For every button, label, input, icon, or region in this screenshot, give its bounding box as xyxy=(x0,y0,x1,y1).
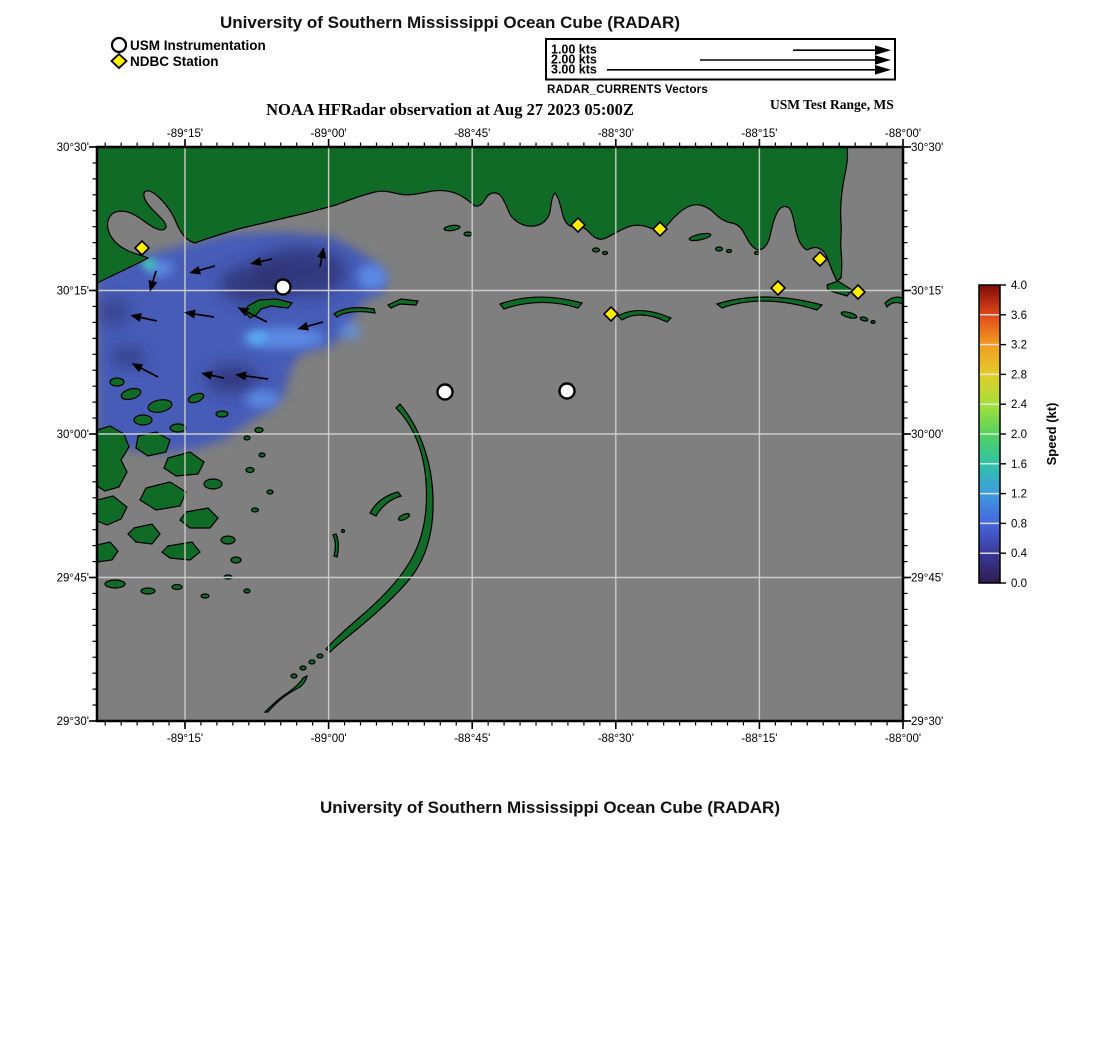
tick-label: 30°30' xyxy=(56,142,89,154)
tick-label: -88°30' xyxy=(597,128,634,140)
usm-circle-icon xyxy=(112,38,126,52)
tick-label: -88°30' xyxy=(597,733,634,745)
page-title: University of Southern Mississippi Ocean Cube (RADAR) xyxy=(219,13,680,32)
tick-label: 29°30' xyxy=(56,716,89,728)
colorbar-tick-label: 0.0 xyxy=(1011,578,1027,590)
usm-station-marker xyxy=(560,384,575,399)
usm-station-marker xyxy=(276,280,291,295)
colorbar-tick-label: 0.4 xyxy=(1011,548,1027,561)
range-label: USM Test Range, MS xyxy=(770,97,894,112)
tick-label: 30°15' xyxy=(911,285,944,298)
ndbc-diamond-icon xyxy=(112,54,127,68)
vector-scale-box xyxy=(546,39,895,80)
colorbar-tick-label: 2.0 xyxy=(1011,429,1027,441)
colorbar-tick-label: 3.6 xyxy=(1011,309,1027,322)
observation-subtitle: NOAA HFRadar observation at Aug 27 2023 05:00Z xyxy=(266,100,634,119)
tick-label: 29°30' xyxy=(911,716,944,728)
legend xyxy=(112,38,266,69)
colorbar-title: Speed (kt) xyxy=(1044,402,1059,466)
tick-label: 29°45' xyxy=(56,572,89,585)
colorbar-tick-label: 3.2 xyxy=(1011,339,1027,352)
colorbar-tick-label: 2.4 xyxy=(1011,399,1027,412)
tick-label: -88°45' xyxy=(454,128,491,140)
legend-label-ndbc: NDBC Station xyxy=(130,54,219,69)
speed-colorbar xyxy=(979,280,1059,590)
colorbar-tick-label: 0.8 xyxy=(1011,518,1027,531)
tick-label: -89°15' xyxy=(166,733,204,745)
scale-row-label: 1.00 kts xyxy=(551,42,597,57)
scale-row-label: 2.00 kts xyxy=(551,52,597,67)
tick-label: 30°00' xyxy=(911,429,944,441)
tick-label: -89°15' xyxy=(166,128,204,140)
colorbar-tick-label: 2.8 xyxy=(1011,369,1027,382)
tick-label: 30°15' xyxy=(56,285,89,298)
usm-station-marker xyxy=(438,385,453,400)
tick-label: -88°15' xyxy=(741,733,778,745)
tick-label: 30°00' xyxy=(56,429,89,441)
tick-label: -89°00' xyxy=(310,128,347,140)
tick-label: -88°45' xyxy=(454,733,491,745)
vector-scale-caption: RADAR_CURRENTS Vectors xyxy=(547,84,708,96)
tick-label: -88°00' xyxy=(884,128,922,140)
legend-label-usm: USM Instrumentation xyxy=(130,38,266,53)
colorbar-tick-label: 4.0 xyxy=(1011,280,1027,292)
tick-label: -88°00' xyxy=(884,733,922,745)
colorbar-tick-label: 1.2 xyxy=(1011,488,1027,501)
scale-row-label: 3.00 kts xyxy=(551,62,597,77)
tick-label: -88°15' xyxy=(741,128,778,140)
tick-label: 29°45' xyxy=(911,572,944,585)
tick-label: -89°00' xyxy=(310,733,347,745)
tick-label: 30°30' xyxy=(911,142,944,154)
colorbar-tick-label: 1.6 xyxy=(1011,458,1027,471)
footer-title: University of Southern Mississippi Ocean Cube (RADAR) xyxy=(319,798,780,817)
